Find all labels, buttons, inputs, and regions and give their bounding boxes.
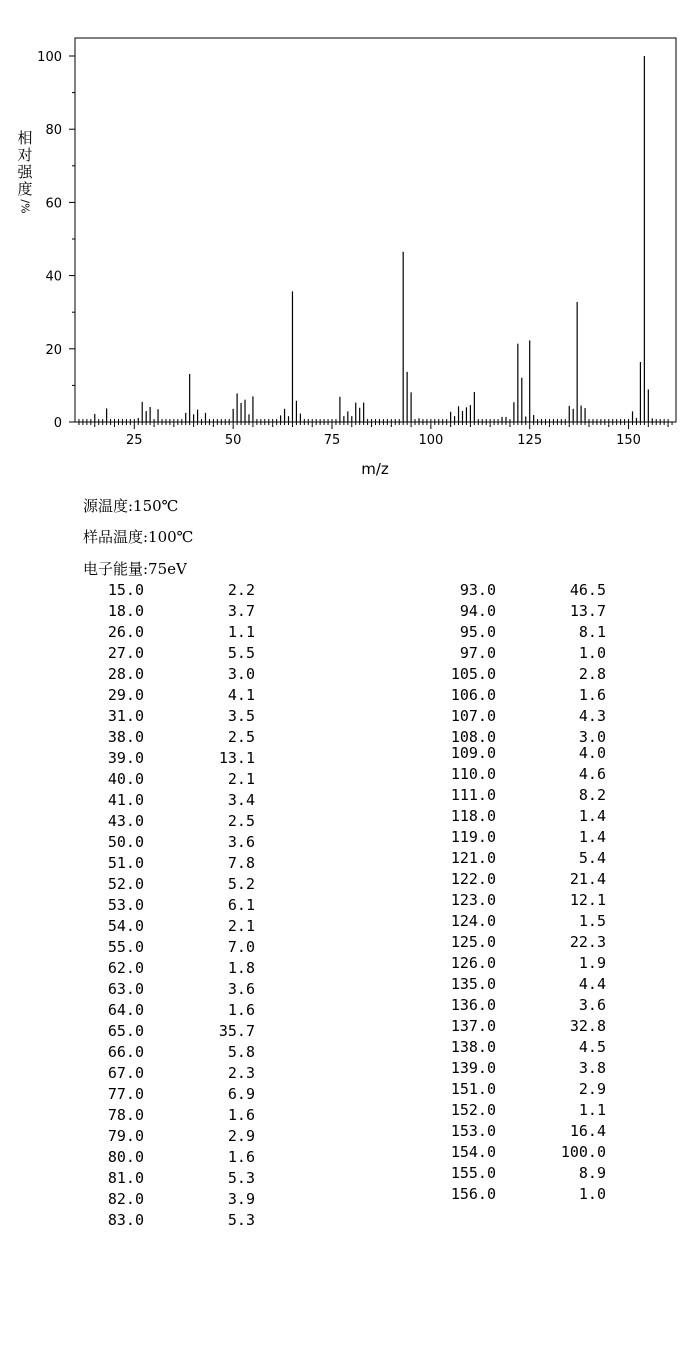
left-intensity-value: 5.3	[227, 1169, 255, 1187]
left-mz-value: 27.0	[107, 644, 144, 662]
right-intensity-value: 21.4	[569, 870, 606, 888]
right-intensity-value: 1.4	[578, 828, 606, 846]
left-intensity-value: 6.1	[227, 896, 255, 914]
left-mz-value: 67.0	[107, 1064, 144, 1082]
right-intensity-value: 2.9	[578, 1080, 606, 1098]
left-mz-value: 77.0	[107, 1085, 144, 1103]
left-intensity-value: 2.9	[227, 1127, 255, 1145]
right-mz-value: 152.0	[450, 1101, 496, 1119]
left-mz-value: 15.0	[107, 581, 144, 599]
right-mz-value: 106.0	[450, 686, 496, 704]
right-mz-value: 151.0	[450, 1080, 496, 1098]
right-intensity-value: 1.9	[578, 954, 606, 972]
y-tick-label: 60	[45, 196, 62, 212]
y-axis-label-char: 强	[17, 163, 33, 181]
left-mz-value: 18.0	[107, 602, 144, 620]
left-mz-value: 66.0	[107, 1043, 144, 1061]
right-intensity-value: 16.4	[569, 1122, 606, 1140]
left-mz-value: 26.0	[107, 623, 144, 641]
right-mz-value: 135.0	[450, 975, 496, 993]
left-mz-value: 81.0	[107, 1169, 144, 1187]
left-intensity-value: 1.1	[227, 623, 255, 641]
left-mz-value: 51.0	[107, 854, 144, 872]
right-intensity-value: 1.5	[578, 912, 606, 930]
left-intensity-value: 7.0	[227, 938, 255, 956]
left-intensity-value: 3.4	[227, 791, 255, 809]
left-intensity-value: 13.1	[218, 749, 255, 767]
left-intensity-value: 2.1	[227, 770, 255, 788]
right-mz-value: 94.0	[459, 602, 496, 620]
right-intensity-value: 1.0	[578, 644, 606, 662]
left-intensity-value: 35.7	[218, 1022, 255, 1040]
left-mz-value: 38.0	[107, 728, 144, 746]
right-intensity-value: 3.8	[578, 1059, 606, 1077]
left-intensity-value: 5.2	[227, 875, 255, 893]
right-mz-value: 93.0	[459, 581, 496, 599]
sample-temperature: 样品温度:100℃	[83, 528, 194, 546]
x-tick-label: 100	[418, 433, 444, 448]
left-mz-value: 28.0	[107, 665, 144, 683]
left-mz-value: 31.0	[107, 707, 144, 725]
left-mz-value: 64.0	[107, 1001, 144, 1019]
y-tick-label: 100	[37, 50, 62, 65]
left-mz-value: 80.0	[107, 1148, 144, 1166]
y-axis	[37, 50, 75, 431]
right-mz-value: 107.0	[450, 707, 496, 725]
left-intensity-value: 1.6	[227, 1106, 255, 1124]
right-intensity-value: 3.6	[578, 996, 606, 1014]
left-intensity-value: 2.5	[227, 812, 255, 830]
right-intensity-value: 1.0	[578, 1185, 606, 1203]
y-axis-label-char: 相	[17, 129, 33, 147]
plot-frame	[75, 38, 676, 422]
y-tick-label: 20	[45, 342, 62, 358]
x-tick-label: 150	[616, 433, 641, 448]
left-mz-value: 55.0	[107, 938, 144, 956]
right-intensity-value: 1.6	[578, 686, 606, 704]
right-mz-value: 126.0	[450, 954, 496, 972]
left-intensity-value: 1.6	[227, 1148, 255, 1166]
right-intensity-value: 100.0	[560, 1143, 606, 1161]
x-tick-label: 125	[517, 433, 543, 448]
right-mz-value: 156.0	[450, 1185, 496, 1203]
y-tick-label: 80	[45, 123, 62, 139]
y-tick-label: 40	[45, 269, 62, 285]
right-intensity-value: 22.3	[569, 933, 606, 951]
x-tick-label: 50	[224, 433, 242, 448]
right-mz-value: 137.0	[450, 1017, 496, 1035]
right-mz-value: 138.0	[450, 1038, 496, 1056]
mass-spectrum-chart	[0, 0, 687, 490]
right-intensity-value: 1.4	[578, 807, 606, 825]
right-intensity-value: 8.2	[578, 786, 606, 804]
left-mz-value: 62.0	[107, 959, 144, 977]
y-axis-label	[15, 130, 35, 215]
left-mz-value: 79.0	[107, 1127, 144, 1145]
right-intensity-value: 4.3	[578, 707, 606, 725]
left-intensity-value: 1.6	[227, 1001, 255, 1019]
left-mz-value: 83.0	[107, 1211, 144, 1229]
right-mz-value: 139.0	[450, 1059, 496, 1077]
x-axis-label: m/z	[361, 460, 389, 478]
right-intensity-value: 4.4	[578, 975, 606, 993]
right-mz-value: 153.0	[450, 1122, 496, 1140]
x-axis	[79, 422, 672, 448]
left-intensity-value: 2.1	[227, 917, 255, 935]
right-intensity-value: 4.5	[578, 1038, 606, 1056]
y-axis-label-char: 对	[17, 146, 33, 164]
left-intensity-value: 7.8	[227, 854, 255, 872]
right-mz-value: 121.0	[450, 849, 496, 867]
right-intensity-value: 3.0	[578, 728, 606, 746]
left-mz-value: 54.0	[107, 917, 144, 935]
left-intensity-value: 3.0	[227, 665, 255, 683]
right-mz-value: 155.0	[450, 1164, 496, 1182]
right-intensity-value: 4.0	[578, 744, 606, 762]
left-intensity-value: 3.7	[227, 602, 255, 620]
y-axis-label-char: 度	[17, 180, 33, 198]
right-intensity-value: 32.8	[569, 1017, 606, 1035]
right-intensity-value: 12.1	[569, 891, 606, 909]
right-mz-value: 154.0	[450, 1143, 496, 1161]
left-mz-value: 39.0	[107, 749, 144, 767]
right-mz-value: 110.0	[450, 765, 496, 783]
left-mz-value: 29.0	[107, 686, 144, 704]
left-mz-value: 50.0	[107, 833, 144, 851]
right-intensity-value: 2.8	[578, 665, 606, 683]
left-intensity-value: 3.6	[227, 980, 255, 998]
left-intensity-value: 5.3	[227, 1211, 255, 1229]
x-tick-label: 25	[126, 433, 143, 448]
left-mz-value: 40.0	[107, 770, 144, 788]
right-mz-value: 124.0	[450, 912, 496, 930]
right-intensity-value: 46.5	[569, 581, 606, 599]
right-mz-value: 105.0	[450, 665, 496, 683]
left-intensity-value: 3.5	[227, 707, 255, 725]
left-mz-value: 63.0	[107, 980, 144, 998]
y-tick-label: 0	[53, 416, 62, 431]
x-tick-label: 75	[323, 433, 341, 448]
right-mz-value: 111.0	[450, 786, 496, 804]
right-mz-value: 136.0	[450, 996, 496, 1014]
right-mz-value: 125.0	[450, 933, 496, 951]
left-intensity-value: 5.5	[227, 644, 255, 662]
peak-bars	[79, 56, 668, 422]
right-mz-value: 119.0	[450, 828, 496, 846]
right-intensity-value: 13.7	[569, 602, 606, 620]
right-intensity-value: 1.1	[578, 1101, 606, 1119]
right-intensity-value: 8.9	[578, 1164, 606, 1182]
left-intensity-value: 2.5	[227, 728, 255, 746]
left-intensity-value: 6.9	[227, 1085, 255, 1103]
right-mz-value: 108.0	[450, 728, 496, 746]
right-intensity-value: 5.4	[578, 849, 606, 867]
right-intensity-value: 4.6	[578, 765, 606, 783]
right-mz-value: 118.0	[450, 807, 496, 825]
right-mz-value: 95.0	[459, 623, 496, 641]
left-intensity-value: 3.6	[227, 833, 255, 851]
source-temperature: 源温度:150℃	[83, 497, 179, 515]
right-mz-value: 97.0	[459, 644, 496, 662]
right-mz-value: 122.0	[450, 870, 496, 888]
left-mz-value: 78.0	[107, 1106, 144, 1124]
y-axis-label-char: /%	[18, 199, 32, 214]
left-intensity-value: 2.2	[227, 581, 255, 599]
left-intensity-value: 2.3	[227, 1064, 255, 1082]
left-mz-value: 82.0	[107, 1190, 144, 1208]
left-mz-value: 53.0	[107, 896, 144, 914]
left-mz-value: 52.0	[107, 875, 144, 893]
electron-energy: 电子能量:75eV	[83, 560, 187, 578]
right-mz-value: 123.0	[450, 891, 496, 909]
left-intensity-value: 3.9	[227, 1190, 255, 1208]
left-intensity-value: 5.8	[227, 1043, 255, 1061]
right-mz-value: 109.0	[450, 744, 496, 762]
left-mz-value: 43.0	[107, 812, 144, 830]
left-mz-value: 65.0	[107, 1022, 144, 1040]
left-mz-value: 41.0	[107, 791, 144, 809]
left-intensity-value: 1.8	[227, 959, 255, 977]
left-intensity-value: 4.1	[227, 686, 255, 704]
right-intensity-value: 8.1	[578, 623, 606, 641]
